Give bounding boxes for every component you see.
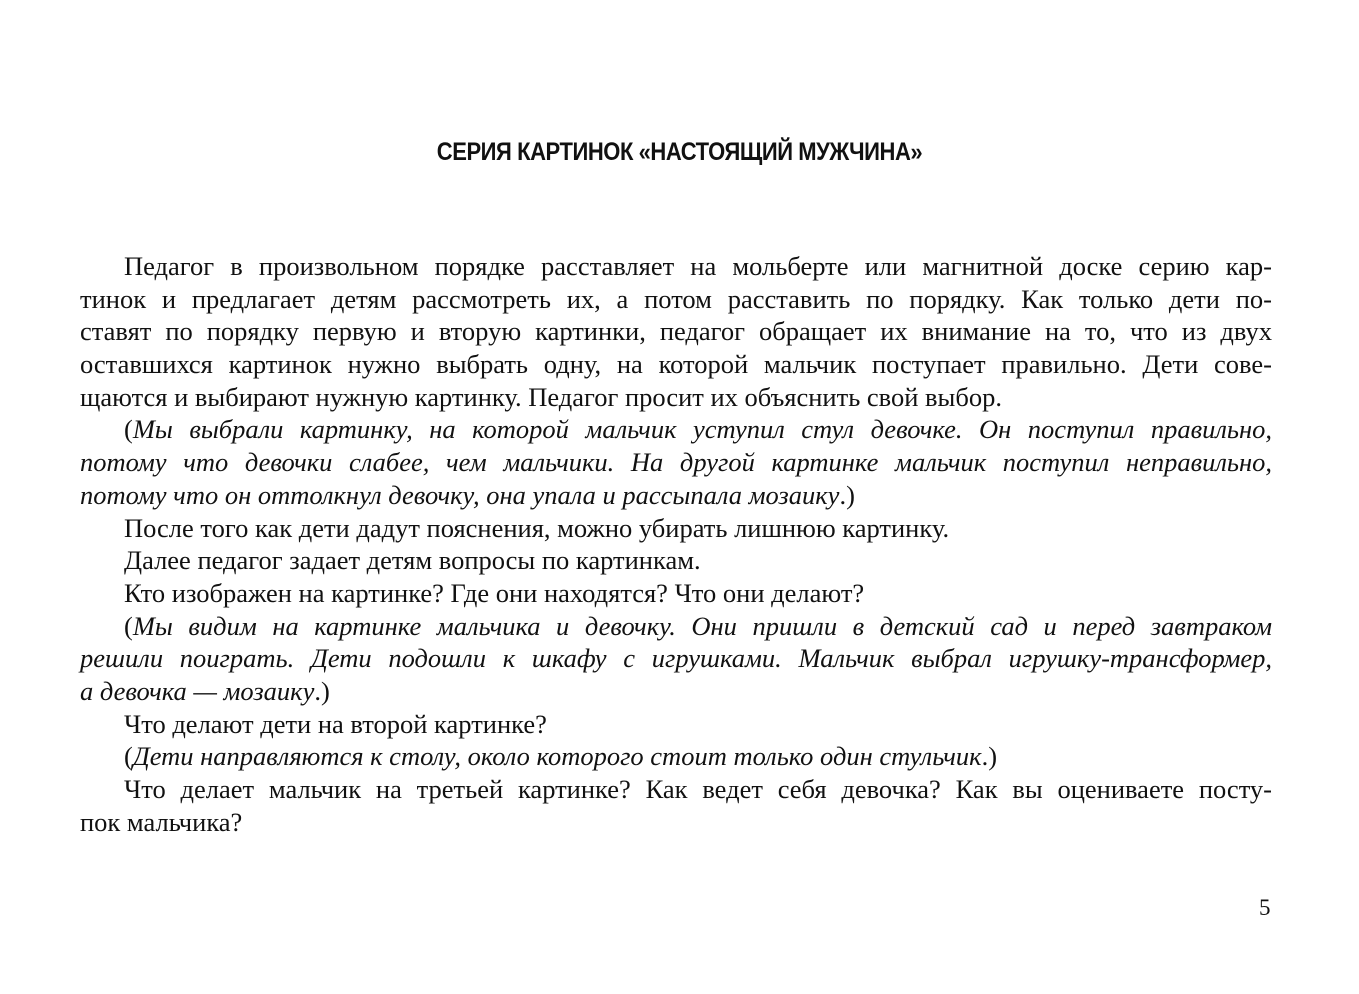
text-line: ставят по порядку первую и вторую картинки, педагог обращает их внимание на то, что из двух	[80, 316, 1272, 347]
text-line: щаются и выбирают нужную картинку. Педагог просит их объяснить свой выбор.	[80, 381, 1002, 412]
text-line	[80, 740, 1272, 773]
text-line	[80, 675, 1272, 708]
page-number: 5	[1259, 895, 1271, 920]
text-line: Далее педагог задает детям вопросы по картинкам.	[124, 545, 701, 576]
text-line	[80, 479, 1272, 512]
close-paren: .)	[314, 675, 330, 706]
question-paragraph	[80, 708, 1272, 741]
paragraph	[80, 250, 1272, 413]
text-line: После того как дети дадут пояснения, можно убирать лишнюю картинку.	[124, 512, 950, 543]
paragraph	[80, 544, 1272, 577]
italic-text: а девочка — мозаику	[80, 675, 315, 706]
text-line: Кто изображен на картинке? Где они находятся? Что они делают?	[124, 577, 865, 608]
open-paren: (	[124, 741, 133, 772]
text-line: решили поиграть. Дети подошли к шкафу с игрушками. Мальчик выбрал игрушку-трансформер,	[80, 643, 1272, 674]
close-paren: .)	[839, 479, 855, 510]
italic-text: потому что он оттолкнул девочку, она упала и рассыпала мозаику	[80, 479, 840, 510]
text-line: оставшихся картинок нужно выбрать одну, на которой мальчик поступает правильно. Дети сове-	[80, 349, 1272, 380]
open-paren: (	[124, 610, 133, 641]
italic-text: Мы выбрали картинку, на которой мальчик уступил стул девочке. Он поступил правильно,	[132, 414, 1272, 445]
italic-text: Дети направляются к столу, около которого стоит только один стульчик	[132, 741, 982, 772]
answer-paragraph	[80, 413, 1272, 511]
text-line: Что делают дети на второй картинке?	[124, 708, 547, 739]
body-text	[80, 250, 1272, 838]
text-line: пок мальчика?	[80, 806, 243, 837]
question-paragraph	[80, 773, 1272, 838]
text-line	[80, 413, 1272, 446]
text-line	[80, 610, 1272, 643]
answer-paragraph	[80, 740, 1272, 773]
italic-text: Мы видим на картинке мальчика и девочку. Они пришли в детский сад и перед завтраком	[132, 610, 1272, 641]
page-title: СЕРИЯ КАРТИНОК «НАСТОЯЩИЙ МУЖЧИНА»	[436, 138, 923, 166]
paragraph	[80, 512, 1272, 545]
question-paragraph	[80, 577, 1272, 610]
close-paren: .)	[981, 741, 998, 772]
text-line: Педагог в произвольном порядке расставляет на мольберте или магнитной доске серию кар-	[124, 251, 1272, 281]
text-line: потому что девочки слабее, чем мальчики. На другой картинке мальчик поступил неправильно,	[80, 447, 1272, 478]
text-line: Что делает мальчик на третьей картинке? Как ведет себя девочка? Как вы оцениваете посту-	[124, 774, 1272, 804]
text-line: тинок и предлагает детям рассмотреть их, а потом расставить по порядку. Как только дети по-	[80, 283, 1272, 314]
answer-paragraph	[80, 610, 1272, 708]
open-paren: (	[124, 414, 133, 445]
